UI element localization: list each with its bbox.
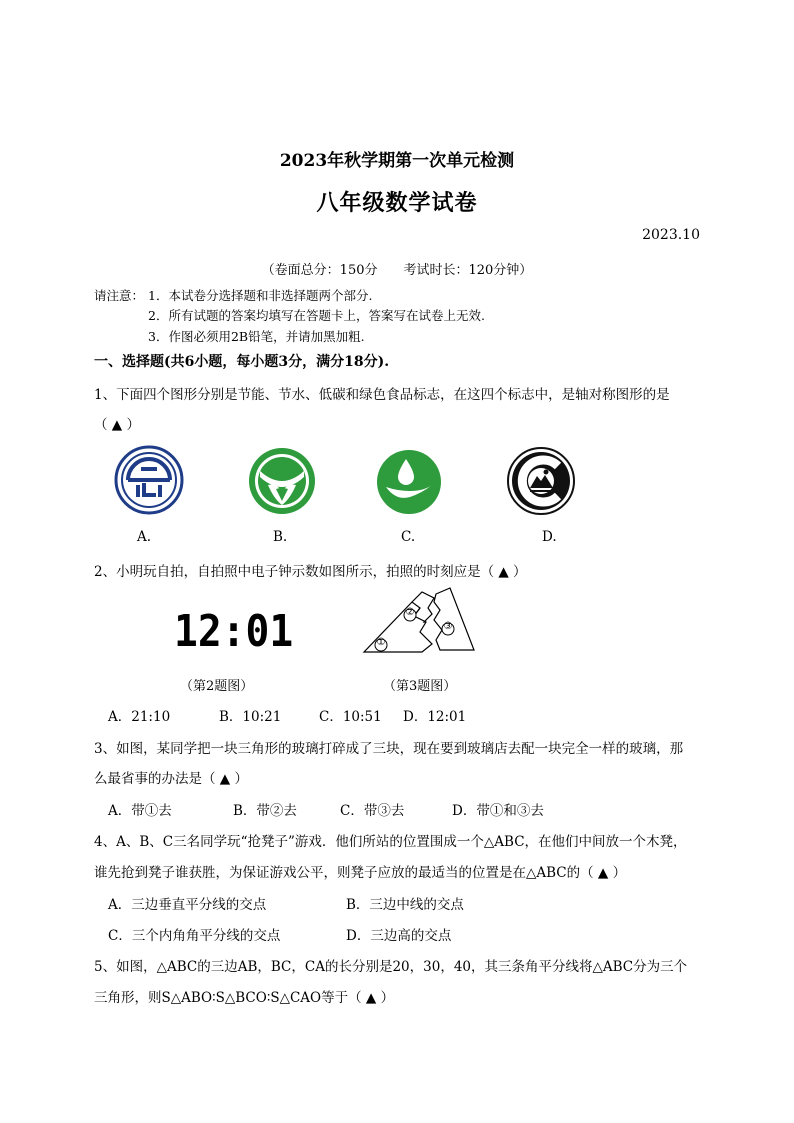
q2-option-a: A．21:10 xyxy=(108,709,171,725)
fig3-piece-1: ① xyxy=(376,637,386,648)
q1-text-line2: （ ▲ ） xyxy=(94,417,140,433)
green-food-logo xyxy=(506,446,576,516)
fig3-piece-3: ③ xyxy=(443,621,453,632)
fig3-caption: （第3题图） xyxy=(383,679,457,694)
fig3-piece-2: ② xyxy=(405,607,415,618)
q4-option-c: C．三个内角角平分线的交点 xyxy=(108,928,281,944)
exam-paper-title: 八年级数学试卷 xyxy=(316,190,478,216)
digital-clock-display: 12:01 xyxy=(174,606,294,657)
exam-info: （卷面总分：150分 考试时长：120分钟） xyxy=(261,263,533,278)
water-saving-logo xyxy=(248,447,316,515)
q2-option-d: D．12:01 xyxy=(403,709,467,725)
q4-option-b: B．三边中线的交点 xyxy=(346,897,464,913)
q1-label-d: D. xyxy=(542,529,557,545)
q1-text-line1: 1、下面四个图形分别是节能、节水、低碳和绿色食品标志，在这四个标志中，是轴对称图形的是 xyxy=(94,387,670,403)
note-item-2: 2．所有试题的答案均填写在答题卡上，答案写在试卷上无效. xyxy=(148,308,485,323)
note-item-3: 3．作图必须用2B铅笔，并请加黑加粗. xyxy=(148,329,365,344)
q4-text-line1: 4、A、B、C三名同学玩“抢凳子”游戏．他们所站的位置围成一个△ABC，在他们中间放一个木凳， xyxy=(94,834,687,850)
exam-date: 2023.10 xyxy=(642,227,700,243)
low-carbon-logo xyxy=(376,449,442,515)
q3-option-d: D．带①和③去 xyxy=(452,803,544,819)
q3-option-a: A．带①去 xyxy=(108,803,172,819)
q5-text-line1: 5、如图，△ABC的三边AB，BC，CA的长分别是20，30，40，其三条角平分线将△ABC分为三个 xyxy=(94,959,688,975)
q3-text-line2: 么最省事的办法是（ ▲ ） xyxy=(94,771,248,787)
note-item-1: 1．本试卷分选择题和非选择题两个部分. xyxy=(148,288,373,303)
section-heading: 一、选择题(共6小题，每小题3分，满分18分). xyxy=(94,354,390,370)
q4-option-d: D．三边高的交点 xyxy=(346,928,452,944)
q1-label-c: C. xyxy=(401,529,416,545)
q1-label-a: A. xyxy=(137,529,152,545)
q1-label-b: B. xyxy=(273,529,288,545)
q2-option-b: B．10:21 xyxy=(219,709,282,725)
fig2-caption: （第2题图） xyxy=(180,679,254,694)
energy-saving-logo xyxy=(114,445,184,515)
q3-option-b: B．带②去 xyxy=(233,803,297,819)
q5-text-line2: 三角形，则S△ABO∶S△BCO∶S△CAO等于（ ▲ ） xyxy=(94,990,395,1006)
q4-text-line2: 谁先抢到凳子谁获胜，为保证游戏公平，则凳子应放的最适当的位置是在△ABC的（ ▲ ） xyxy=(94,865,627,881)
q2-text: 2、小明玩自拍，自拍照中电子钟示数如图所示，拍照的时刻应是（ ▲ ） xyxy=(94,564,527,580)
q4-option-a: A．三边垂直平分线的交点 xyxy=(108,897,267,913)
q3-text-line1: 3、如图，某同学把一块三角形的玻璃打碎成了三块，现在要到玻璃店去配一块完全一样的玻璃，那 xyxy=(94,741,684,757)
notes-label: 请注意： xyxy=(94,288,145,303)
exam-term-title: 2023年秋学期第一次单元检测 xyxy=(279,151,515,171)
q2-option-c: C．10:51 xyxy=(319,709,382,725)
q3-option-c: C．带③去 xyxy=(340,803,405,819)
